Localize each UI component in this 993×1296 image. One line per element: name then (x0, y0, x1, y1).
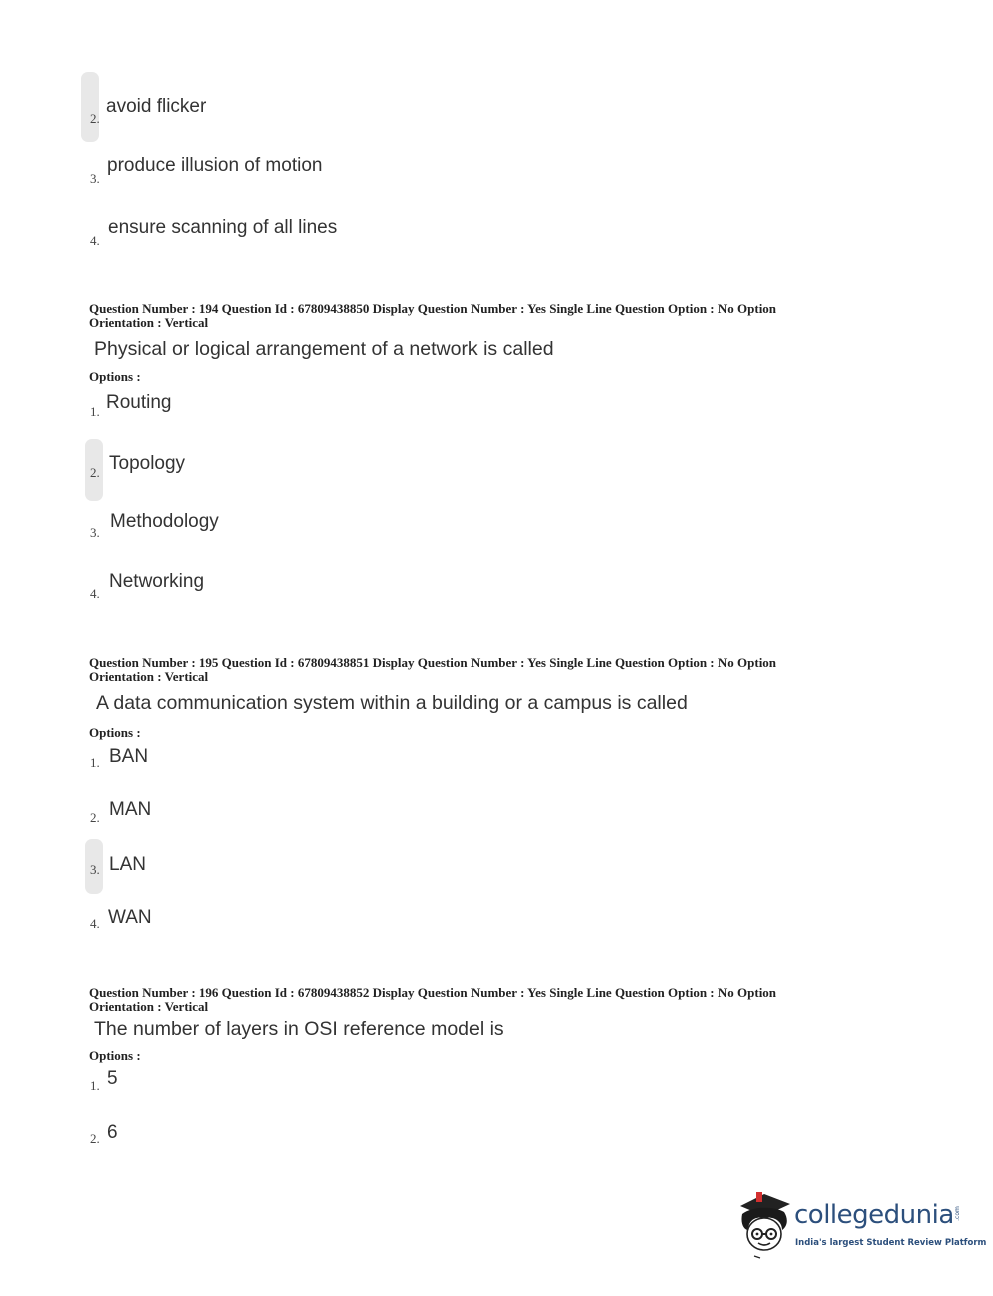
question-meta-line2: Orientation : Vertical (89, 669, 209, 684)
option-text: MAN (109, 799, 152, 820)
question-meta (89, 986, 889, 1014)
option-number: 2. (90, 810, 100, 825)
option-text: Methodology (110, 511, 219, 532)
option-number: 1. (90, 755, 100, 770)
option-text: Topology (109, 453, 186, 474)
option-number: 3. (90, 862, 100, 877)
option-text: BAN (109, 746, 149, 767)
option-number: 3. (90, 525, 100, 540)
option-text: 5 (107, 1068, 118, 1089)
question-meta (89, 302, 889, 330)
collegedunia-logo (734, 1190, 987, 1260)
question-meta-line2: Orientation : Vertical (89, 999, 209, 1014)
question-meta-line1: Question Number : 195 Question Id : 67809438851 Display Question Number : Yes Single Line Question Option : No Option (89, 655, 777, 670)
options-label: Options : (89, 369, 141, 384)
option-text: Routing (106, 392, 172, 413)
option-number: 4. (90, 916, 100, 931)
option-text: produce illusion of motion (107, 155, 323, 176)
options-label: Options : (89, 725, 141, 740)
question-text: The number of layers in OSI reference model is (94, 1018, 504, 1040)
correct-answer-marker (81, 72, 99, 142)
logo-wordmark: collegedunia (794, 1200, 954, 1230)
option-text: Networking (109, 571, 205, 592)
option-number: 3. (90, 171, 100, 186)
option-text: WAN (108, 907, 152, 928)
option-text: LAN (109, 854, 146, 875)
question-text: Physical or logical arrangement of a network is called (94, 338, 554, 360)
option-number: 1. (90, 1078, 100, 1093)
option-number: 2. (90, 111, 100, 126)
option-number: 2. (90, 1131, 100, 1146)
option-text: ensure scanning of all lines (108, 217, 338, 238)
option-number: 2. (90, 465, 100, 480)
option-text: avoid flicker (106, 96, 207, 117)
question-meta-line1: Question Number : 194 Question Id : 67809438850 Display Question Number : Yes Single Line Question Option : No Option (89, 301, 777, 316)
option-text: 6 (107, 1122, 118, 1143)
question-meta-line1: Question Number : 196 Question Id : 67809438852 Display Question Number : Yes Single Line Question Option : No Option (89, 985, 777, 1000)
question-meta-line2: Orientation : Vertical (89, 315, 209, 330)
question-text: A data communication system within a building or a campus is called (96, 692, 688, 714)
option-number: 1. (90, 404, 100, 419)
options-label: Options : (89, 1048, 141, 1063)
option-number: 4. (90, 586, 100, 601)
logo-tagline: India's largest Student Review Platform (795, 1238, 987, 1248)
option-number: 4. (90, 233, 100, 248)
logo-com: .com (953, 1206, 961, 1221)
question-meta (89, 656, 889, 684)
mascot-icon (734, 1190, 796, 1260)
